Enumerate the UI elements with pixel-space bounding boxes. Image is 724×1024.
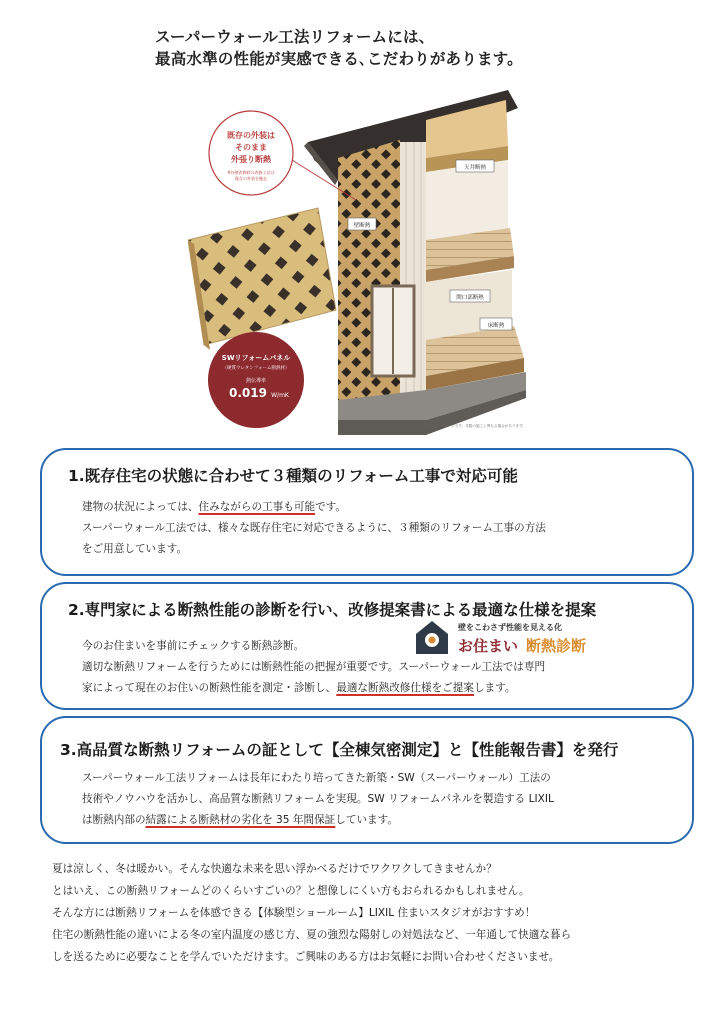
bottom-paragraph [52,858,692,968]
section-2-highlight: 最適な断熱改修仕様をご提案 [336,682,474,694]
section-3-box [40,716,694,844]
bottom-line-4: 住宅の断熱性能の違いによる冬の室内温度の感じ方、夏の強烈な陽射しの対処法など、一年通して快適な暮ら [52,929,572,941]
diagnosis-badge [414,618,614,656]
label-floor: 床断熱 [487,323,505,329]
section-1-highlight: 住みながらの工事も可能 [198,501,316,513]
section-2-line-3 [82,678,516,699]
section-1-box [40,448,694,576]
section-1-text: 建物の状況によっては、 [82,501,199,513]
section-3-heading: 3.高品質な断熱リフォームの証として【全棟気密測定】と【性能報告書】を発行 [60,741,619,759]
house-check-icon [414,618,614,656]
house-cutaway-image [188,90,528,440]
title-line-1: スーパーウォール工法リフォームには、 [155,28,435,46]
page-title [155,26,675,70]
label-wall: 壁断熱 [353,223,371,229]
panel-label: 熱伝導率 [245,378,267,384]
panel-subtitle: （硬質ウレタンフォーム断熱材） [222,366,290,371]
section-1-line-2: スーパーウォール工法では、様々な既存住宅に対応できるように、３種類のリフォーム工事の方法 [82,522,546,534]
callout-note-1: ※外壁改修時の改修工法は [227,170,275,175]
house-illustration [188,90,528,440]
badge-title-a: お住まい [458,637,519,655]
section-3-line-1: スーパーウォール工法リフォームは長年にわたり培ってきた新築・SW（スーパーウォール）工法の [82,772,551,784]
panel-value: 0.019 [229,386,267,400]
bottom-line-5: しを送るために必要なことを学んでいただけます。ご興味のある方はお気軽にお問い合わせくださいませ。 [52,951,560,963]
bottom-line-2: とはいえ、この断熱リフォームどのくらいすごいの？と想像しにくい方もおられるかもしれません。 [52,885,530,897]
section-3-line-3 [82,810,398,831]
section-2-text-end: します。 [473,682,516,694]
section-1-text-end: です。 [315,501,346,513]
section-1-line-1 [82,497,346,518]
section-2-heading: 2.専門家による断熱性能の診断を行い、改修提案書による最適な仕様を提案 [68,601,597,619]
bottom-line-3: そんな方には断熱リフォームを体感できる【体験型ショールーム】LIXIL 住まいスタジオがおすすめ！ [52,907,536,919]
callout-text-1: 既存の外装は [227,131,275,140]
section-2-text: 家によって現在のお住いの断熱性能を測定・診断し、 [82,682,337,694]
bottom-line-1: 夏は涼しく、冬は暖かい。そんな快適な未来を思い浮かべるだけでワクワクしてきませんか？ [52,863,497,875]
badge-title-b: 断熱診断 [526,637,587,655]
section-3-line-2: 技術やノウハウを活かし、高品質な断熱リフォームを実現。SW リフォームパネルを製造する LIXIL [82,793,554,805]
section-2-box [40,582,694,710]
panel-title: SWリフォームパネル [221,354,291,362]
section-2-line-1: 今のお住まいを事前にチェックする断熱診断。 [82,640,305,652]
badge-tagline: 壁をこわさず性能を見える化 [458,623,562,632]
panel-unit: W/mK [271,392,289,399]
section-2-line-2: 適切な断熱リフォームを行うためには断熱性能の把握が重要です。スーパーウォール工法では専門 [82,661,546,673]
section-3-text: は断熱内部の [82,814,146,826]
section-3-highlight: 結露による断熱材の劣化を 35 年間保証 [145,814,336,826]
callout-text-2: そのまま [235,143,267,152]
title-line-2: 最高水準の性能が実感できる､こだわりがあります。 [155,50,523,68]
section-1-heading: 1.既存住宅の状態に合わせて３種類のリフォーム工事で対応可能 [68,467,518,485]
label-opening: 開口部断熱 [456,295,484,301]
callout-note-2: 既存の外装を撤去 [235,176,267,181]
callout-text-3: 外張り断熱 [231,155,271,164]
section-1-line-3: をご用意しています。 [82,543,188,555]
label-ceiling: 天井断熱 [463,165,487,171]
section-3-text-end: しています。 [335,814,398,826]
figure-caption: ※上記はイメージです。実際の施工と異なる場合があります。 [426,424,526,428]
